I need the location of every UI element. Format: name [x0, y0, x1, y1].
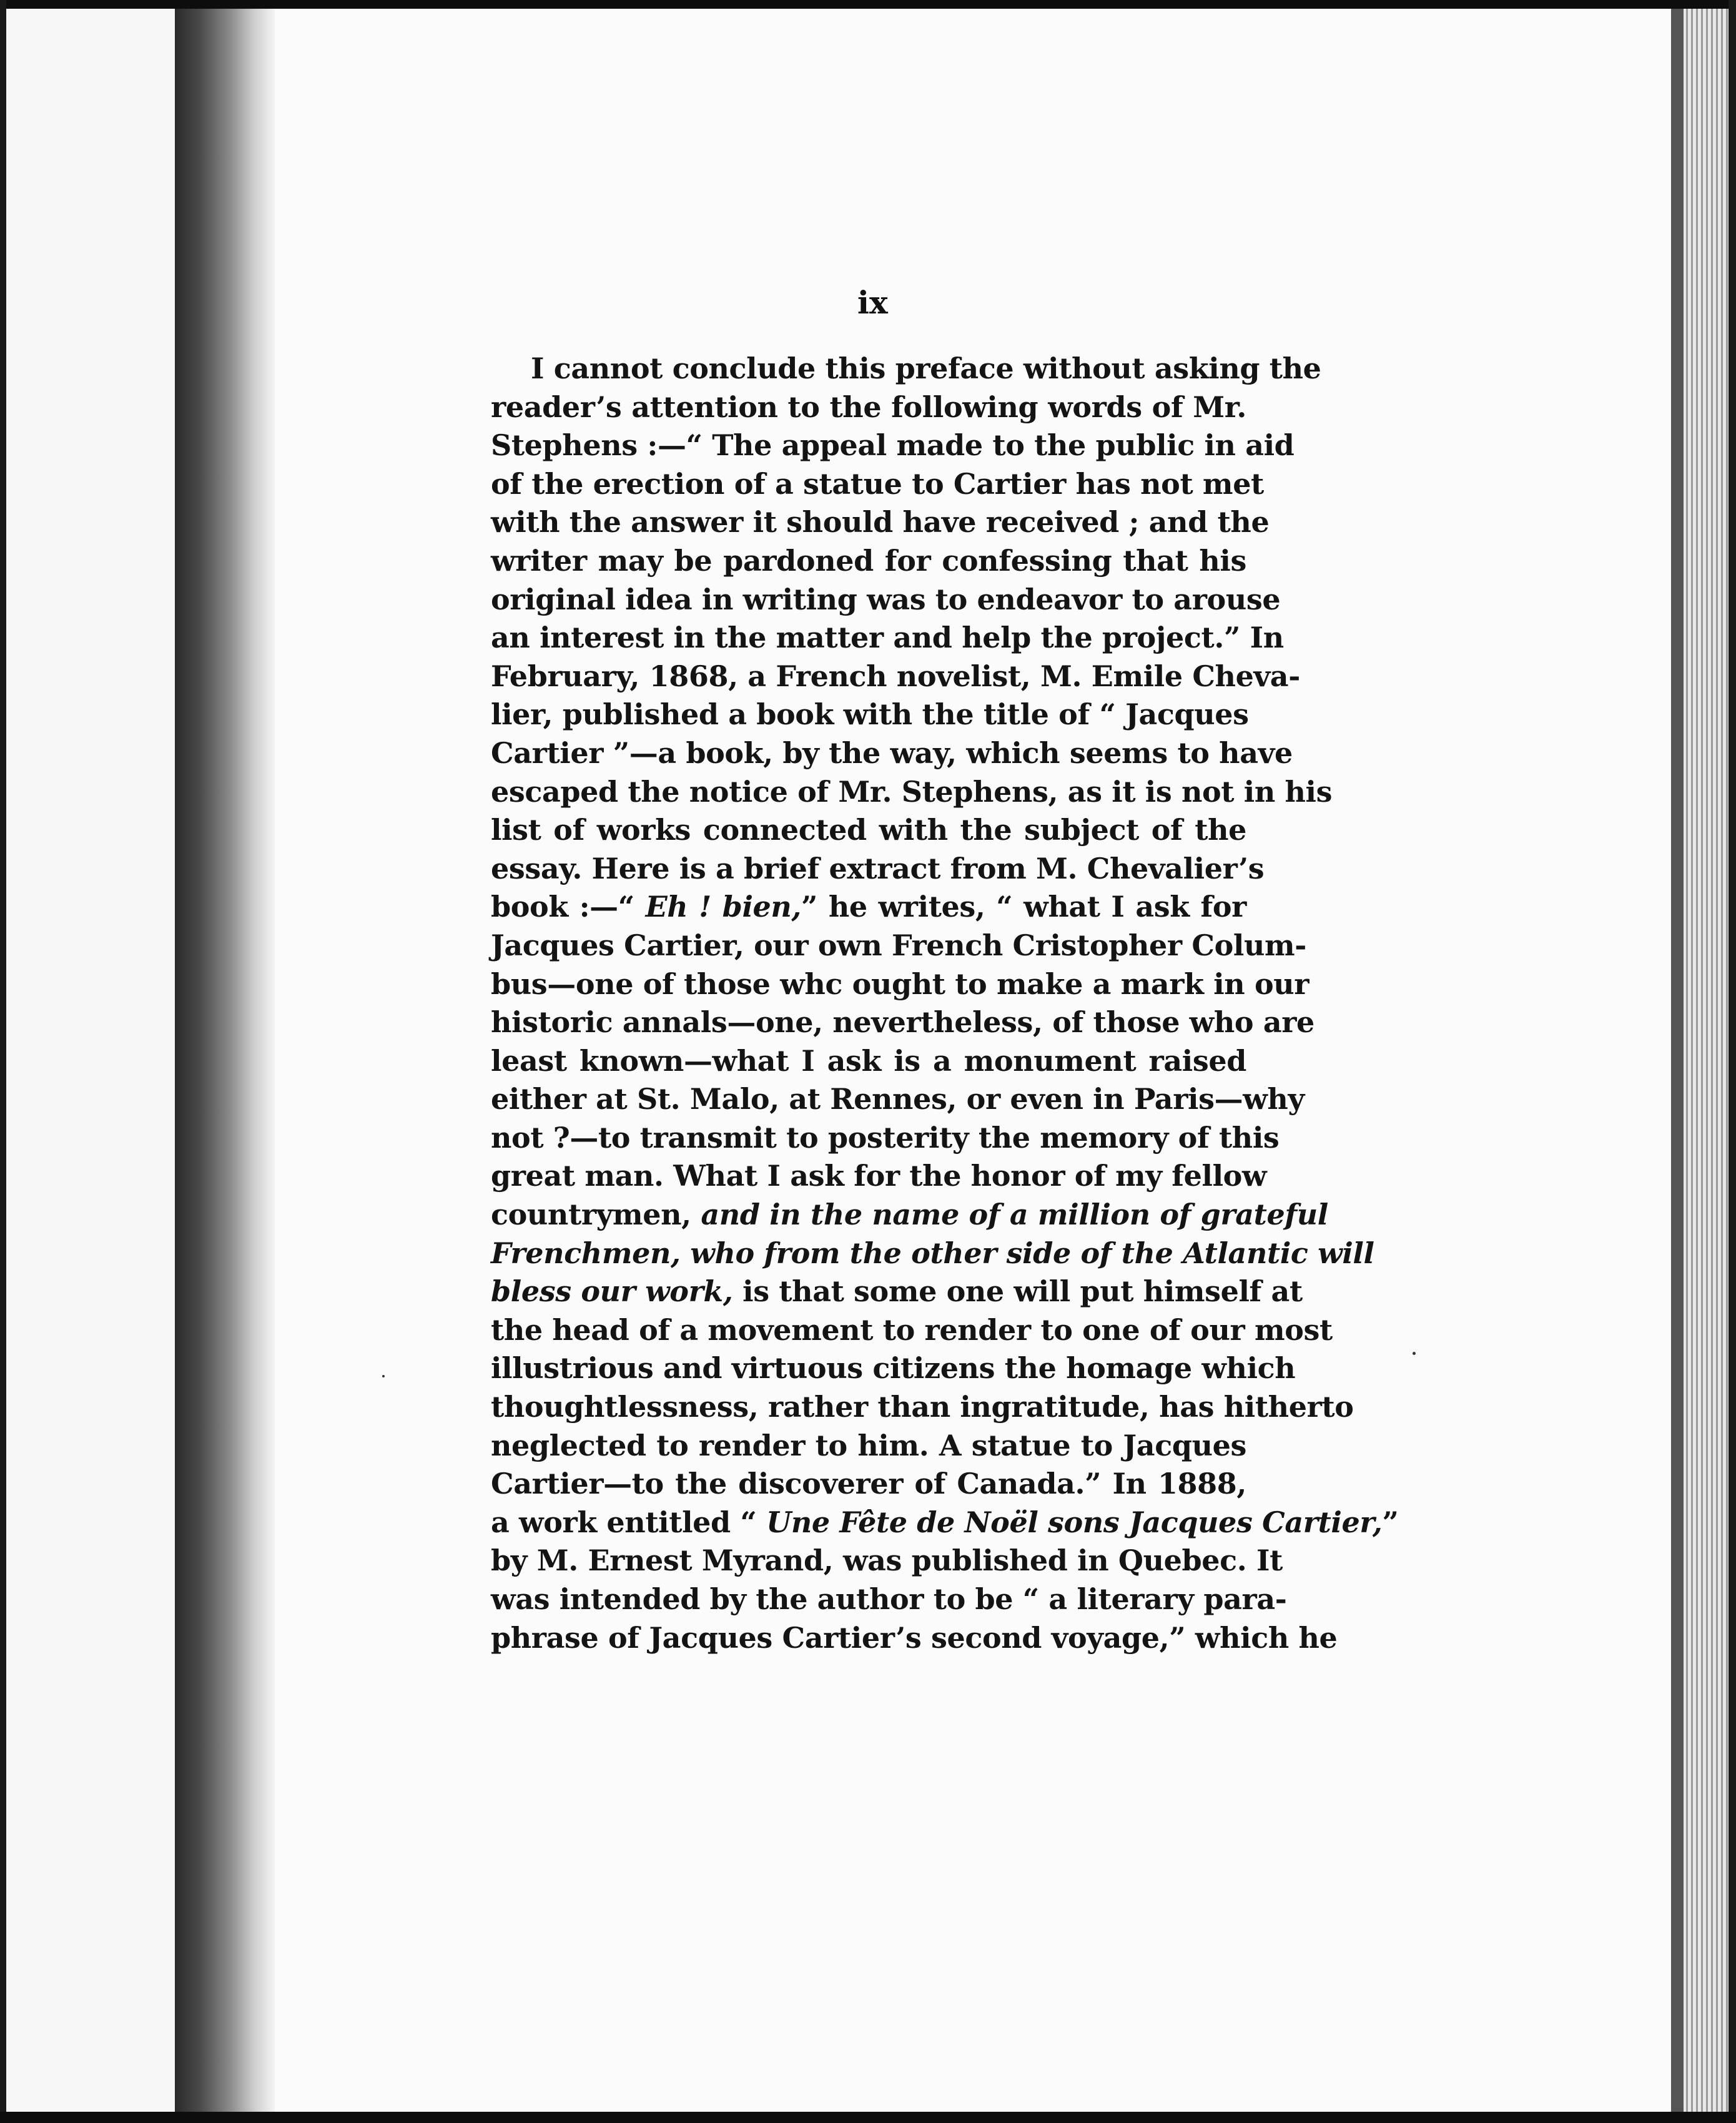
text-segment: either at St. Malo, at Rennes, or even in Paris—why: [491, 1082, 1304, 1116]
text-segment: illustrious and virtuous citizens the homage which: [491, 1351, 1296, 1386]
text-line: [491, 888, 1246, 927]
text-segment: lier, published a book with the title of “ Jacques: [491, 697, 1249, 732]
text-line: [491, 1157, 1267, 1196]
text-line: [491, 850, 1265, 889]
text-line: [491, 1042, 1246, 1081]
text-line: [491, 1542, 1283, 1580]
text-segment: historic annals—one, nevertheless, of those who are: [491, 1005, 1314, 1040]
text-line: [491, 388, 1246, 427]
scan-border-bottom: [0, 2112, 1736, 2123]
facing-page: [6, 9, 175, 2112]
text-line: [491, 1504, 1399, 1542]
text-segment: an interest in the matter and help the project.” In: [491, 621, 1284, 655]
text-line: [491, 965, 1309, 1004]
text-line: [491, 1427, 1246, 1465]
text-line: [491, 773, 1333, 812]
preface-paragraph: [491, 350, 1399, 1657]
text-segment: the head of a movement to render to one of our most: [491, 1313, 1333, 1347]
text-segment: neglected to render to him. A statue to Jacques: [491, 1428, 1246, 1462]
text-line: [491, 465, 1264, 504]
text-segment: thoughtlessness, rather than ingratitude, has hitherto: [491, 1390, 1354, 1424]
text-line: [491, 503, 1270, 542]
text-segment: Jacques Cartier, our own French Cristopher Colum-: [491, 928, 1306, 962]
page-number: ix: [857, 284, 888, 321]
text-line: [491, 1311, 1333, 1350]
text-segment: was intended by the author to be “ a literary para-: [491, 1582, 1287, 1616]
text-segment: great man. What I ask for the honor of my fellow: [491, 1159, 1267, 1193]
text-line: [491, 811, 1246, 850]
text-segment: least known—what I ask is a monument raised: [491, 1043, 1246, 1078]
text-segment: by M. Ernest Myrand, was published in Quebec. It: [491, 1544, 1283, 1578]
text-segment: book :—“: [491, 890, 646, 924]
text-line: [491, 1234, 1374, 1273]
text-segment: a work entitled “: [491, 1505, 767, 1539]
text-segment: ” he writes, “ what I ask for: [801, 890, 1246, 924]
italic-text: Frenchmen, who from the other side of the Atlantic will: [491, 1236, 1374, 1270]
text-segment: escaped the notice of Mr. Stephens, as it is not in his: [491, 774, 1333, 809]
text-segment: essay. Here is a brief extract from M. Chevalier’s: [491, 851, 1265, 885]
text-segment: I cannot conclude this preface without asking the: [531, 352, 1321, 385]
text-segment: with the answer it should have received ; and the: [491, 505, 1270, 539]
text-line: [491, 426, 1295, 465]
scan-border-top: [0, 0, 1736, 9]
text-line: [491, 542, 1246, 581]
italic-text: Eh ! bien,: [645, 890, 802, 924]
italic-text: Une Fête de Noël sons Jacques Cartier,: [766, 1505, 1383, 1539]
text-segment: countrymen,: [491, 1198, 701, 1232]
scan-border-left: [0, 0, 6, 2123]
scan-speck: [1413, 1352, 1416, 1355]
book-gutter-shadow: [175, 9, 275, 2112]
text-segment: ”: [1382, 1505, 1399, 1539]
text-line: [491, 581, 1281, 619]
text-segment: list of works connected with the subject of the: [491, 813, 1246, 847]
italic-text: and in the name of a million of grateful: [701, 1198, 1328, 1232]
text-line: [491, 734, 1293, 773]
scan-border-right: [1729, 0, 1736, 2123]
text-line: [491, 1388, 1354, 1427]
text-segment: not ?—to transmit to posterity the memory of this: [491, 1120, 1280, 1155]
text-segment: Cartier ”—a book, by the way, which seems to have: [491, 736, 1293, 770]
text-segment: bus—one of those whc ought to make a mark in our: [491, 967, 1309, 1001]
text-segment: original idea in writing was to endeavor to arouse: [491, 582, 1281, 616]
text-line: [491, 927, 1306, 965]
text-line: [491, 1465, 1246, 1504]
text-segment: Cartier—to the discoverer of Canada.” In 1888,: [491, 1467, 1246, 1501]
text-segment: is that some one will put himself at: [732, 1274, 1303, 1309]
text-line: [491, 619, 1284, 658]
text-line: [491, 1580, 1287, 1619]
text-line: [491, 696, 1249, 734]
text-segment: reader’s attention to the following words of Mr.: [491, 390, 1246, 424]
text-line: [491, 658, 1300, 696]
text-line: [491, 1119, 1280, 1158]
text-line: [491, 1080, 1304, 1119]
text-segment: of the erection of a statue to Cartier has not met: [491, 466, 1264, 501]
text-line: [491, 1273, 1303, 1311]
italic-text: bless our work,: [491, 1274, 733, 1309]
text-line: [491, 350, 1321, 388]
text-segment: phrase of Jacques Cartier’s second voyage,” which he: [491, 1620, 1338, 1655]
text-segment: February, 1868, a French novelist, M. Emile Cheva-: [491, 659, 1300, 693]
text-segment: Stephens :—“ The appeal made to the public in aid: [491, 428, 1295, 463]
page-edge-shadow: [1671, 9, 1684, 2112]
text-line: [491, 1619, 1338, 1658]
text-line: [491, 1349, 1296, 1388]
text-line: [491, 1003, 1314, 1042]
scan-speck: [382, 1375, 385, 1377]
text-segment: writer may be pardoned for confessing that his: [491, 543, 1246, 578]
text-line: [491, 1196, 1328, 1234]
